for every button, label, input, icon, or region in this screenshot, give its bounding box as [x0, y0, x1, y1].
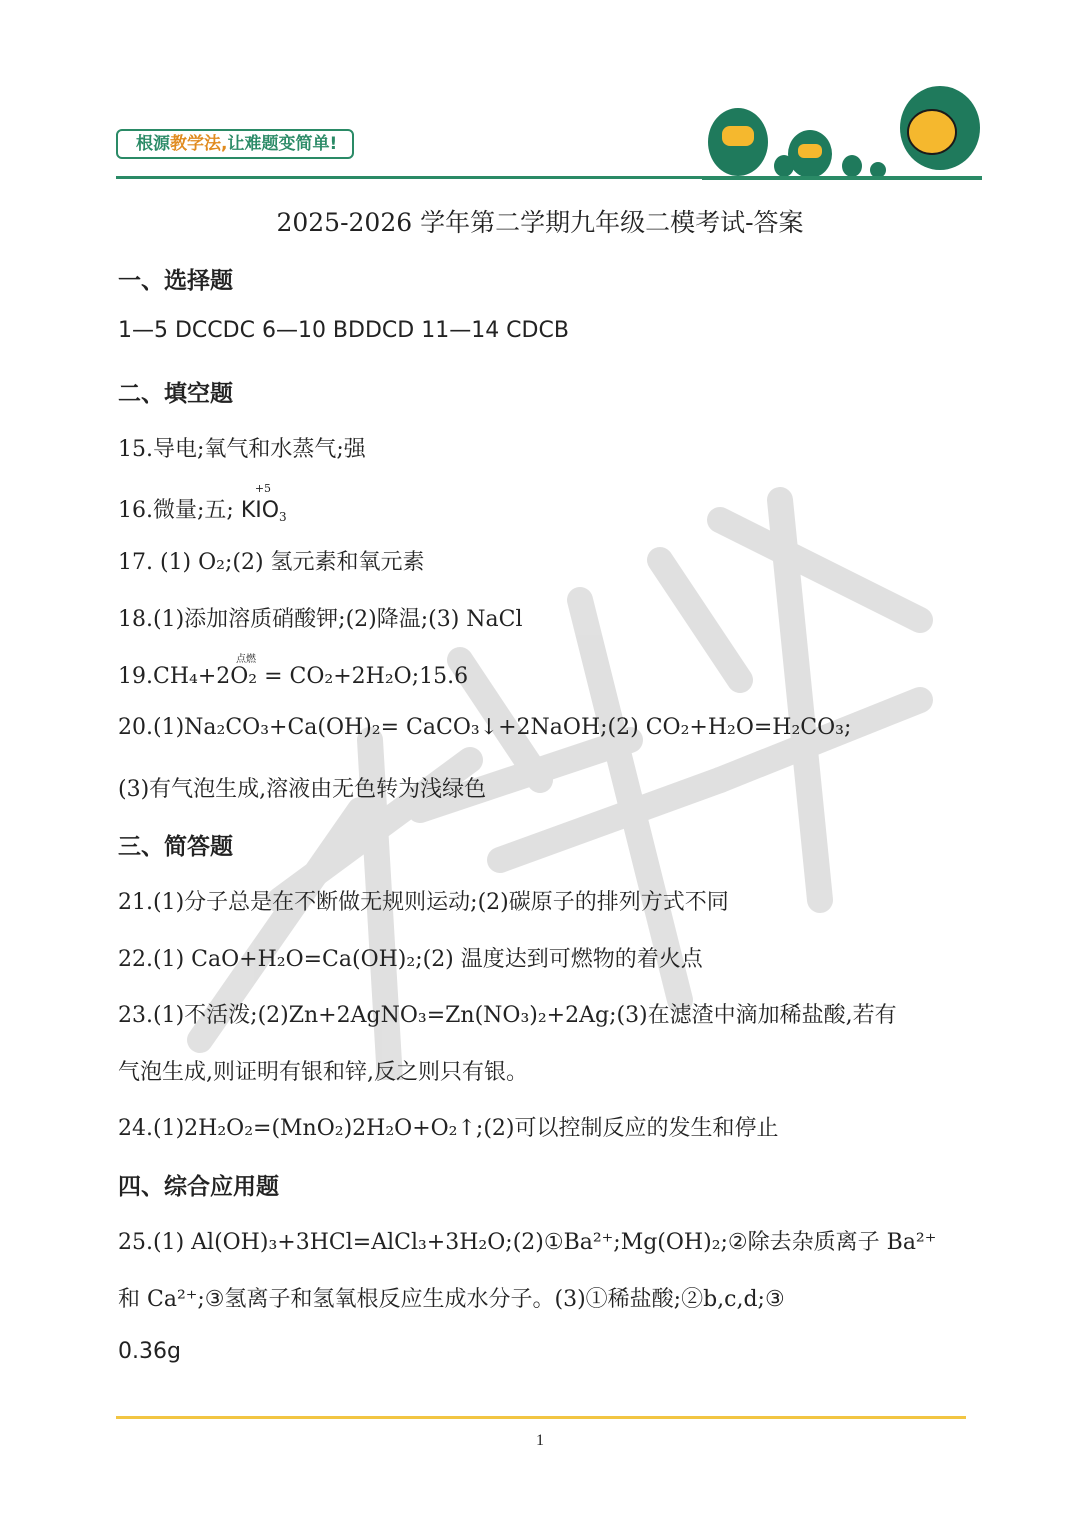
section-heading-short: 三、简答题: [118, 833, 233, 860]
page-number: 1: [536, 1432, 544, 1449]
valence-label: +5: [254, 482, 272, 495]
answer-23-line-2: 气泡生成,则证明有银和锌,反之则只有银。: [118, 1060, 528, 1085]
page-title: 2025-2026 学年第二学期九年级二模考试-答案: [276, 208, 804, 237]
answer-choice: 1—5 DCCDC 6—10 BDDCD 11—14 CDCB: [118, 318, 569, 343]
answer-20-line-1: 20.(1)Na₂CO₃+Ca(OH)₂= CaCO₃↓+2NaOH;(2) CO₂+H₂O=H₂CO₃;: [118, 715, 852, 740]
mascot-illustration: [702, 80, 982, 180]
answer-25-line-3: 0.36g: [118, 1339, 181, 1364]
page-header: [116, 0, 966, 180]
section-heading-applied: 四、综合应用题: [118, 1173, 279, 1200]
answer-24: 24.(1)2H₂O₂=(MnO₂)2H₂O+O₂↑;(2)可以控制反应的发生和停止: [118, 1116, 779, 1141]
answer-25-line-1: 25.(1) Al(OH)₃+3HCl=AlCl₃+3H₂O;(2)①Ba²⁺;Mg(OH)₂;②除去杂质离子 Ba²⁺: [118, 1230, 937, 1255]
slogan-badge: 根源教学法,让难题变简单!: [116, 129, 354, 159]
section-heading-choice: 一、选择题: [118, 267, 233, 294]
answer-18: 18.(1)添加溶质硝酸钾;(2)降温;(3) NaCl: [118, 607, 523, 632]
answer-21: 21.(1)分子总是在不断做无规则运动;(2)碳原子的排列方式不同: [118, 890, 729, 915]
answer-16: 16.微量;五; +5 $KIO_3$: [118, 482, 287, 524]
answer-17: 17. (1) O₂;(2) 氢元素和氧元素: [118, 550, 425, 575]
header-rule: [116, 176, 966, 179]
answer-25-line-2: 和 Ca²⁺;③氢离子和氢氧根反应生成水分子。(3)①稀盐酸;②b,c,d;③: [118, 1287, 785, 1312]
answer-20-line-2: (3)有气泡生成,溶液由无色转为浅绿色: [118, 777, 487, 802]
answer-19: 点燃 19.CH₄+2O₂ = CO₂+2H₂O;15.6: [118, 664, 468, 689]
reaction-condition: 点燃: [236, 654, 256, 665]
answer-15: 15.导电;氧气和水蒸气;强: [118, 437, 366, 462]
answer-22: 22.(1) CaO+H₂O=Ca(OH)₂;(2) 温度达到可燃物的着火点: [118, 947, 703, 972]
section-heading-fill: 二、填空题: [118, 380, 233, 407]
answer-23-line-1: 23.(1)不活泼;(2)Zn+2AgNO₃=Zn(NO₃)₂+2Ag;(3)在滤渣中滴加稀盐酸,若有: [118, 1003, 897, 1028]
footer-rule: [116, 1416, 966, 1419]
